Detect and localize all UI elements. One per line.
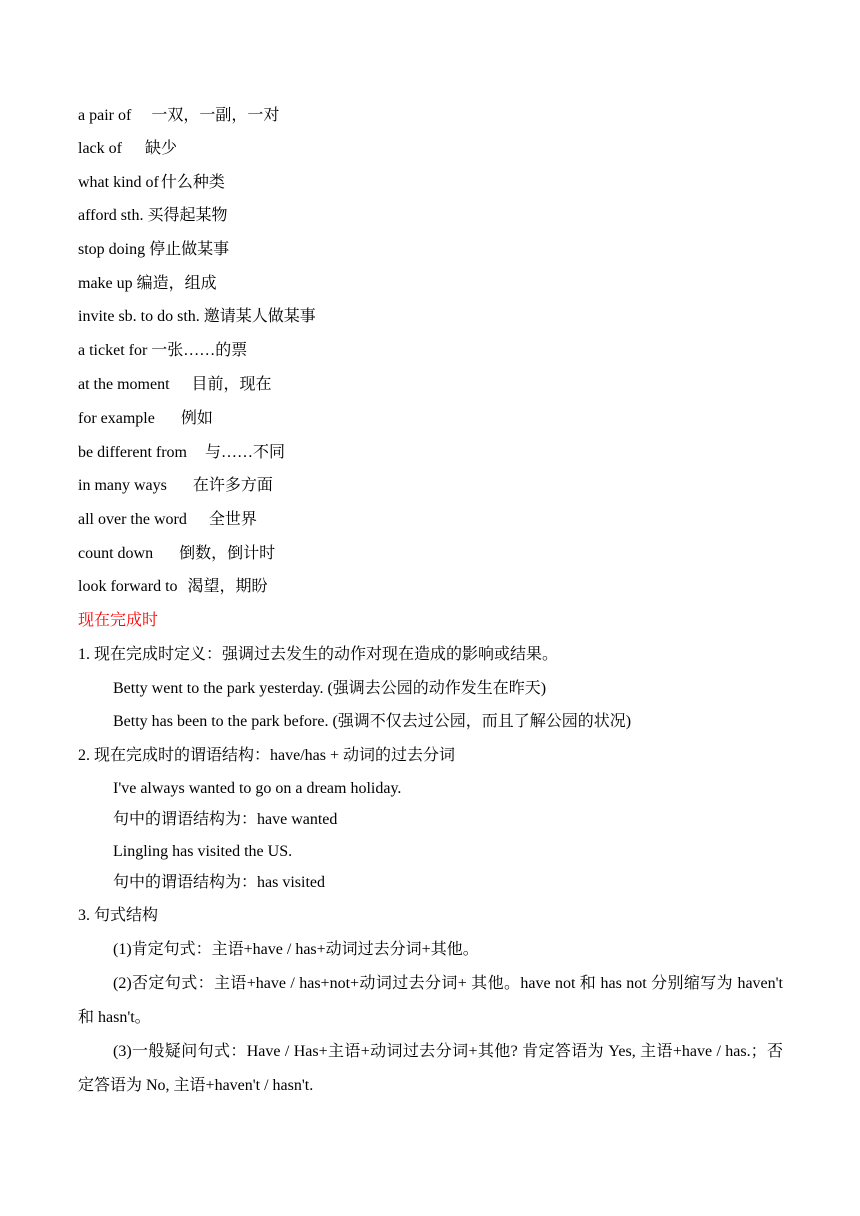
- phrase-zh: 倒数，倒计时: [179, 545, 276, 562]
- phrase-line: [78, 341, 247, 361]
- point-1-title: 1. 现在完成时定义：强调过去发生的动作对现在造成的影响或结果。: [78, 646, 559, 663]
- example-note: 句中的谓语结构为：has visited: [113, 874, 325, 891]
- phrase-zh: 邀请某人做某事: [203, 308, 316, 325]
- phrase-en: lack of: [78, 140, 122, 157]
- phrase-line: [78, 206, 227, 226]
- phrase-en: a pair of: [78, 107, 132, 124]
- phrase-zh: 与……不同: [205, 444, 286, 461]
- phrase-zh: 一双，一副，一对: [151, 107, 280, 124]
- phrase-zh: 目前，现在: [191, 376, 272, 393]
- phrase-line: [78, 106, 279, 126]
- example-note: 句中的谓语结构为：have wanted: [113, 811, 338, 828]
- phrase-en: a ticket for: [78, 342, 148, 359]
- phrase-line: [78, 173, 225, 193]
- sentence-pattern-question: (3)一般疑问句式：Have / Has+主语+动词过去分词+其他? 肯定答语为 Yes, 主语+have / has.；否定答语为 No, 主语+haven't / hasn't.: [78, 1043, 783, 1094]
- phrase-line: [78, 577, 268, 597]
- sentence-pattern-affirmative: (1)肯定句式：主语+have / has+动词过去分词+其他。: [113, 941, 479, 958]
- phrase-en: what kind of: [78, 174, 159, 191]
- phrase-zh: 例如: [180, 410, 213, 427]
- phrase-en: for example: [78, 410, 155, 427]
- phrase-en: be different from: [78, 444, 187, 461]
- phrase-en: in many ways: [78, 477, 167, 494]
- phrase-en: all over the word: [78, 511, 187, 528]
- example-sentence: I've always wanted to go on a dream holiday.: [113, 780, 402, 797]
- phrase-en: invite sb. to do sth.: [78, 308, 200, 325]
- phrase-line: [78, 375, 272, 395]
- phrase-zh: 买得起某物: [147, 207, 228, 224]
- phrase-line: [78, 240, 229, 260]
- phrase-zh: 一张……的票: [151, 342, 248, 359]
- phrase-line: [78, 274, 217, 294]
- point-2-title: 2. 现在完成时的谓语结构：have/has + 动词的过去分词: [78, 747, 456, 764]
- phrase-en: afford sth.: [78, 207, 144, 224]
- phrase-en: at the moment: [78, 376, 170, 393]
- phrase-zh: 缺少: [144, 140, 177, 157]
- section-heading: 现在完成时: [78, 612, 159, 629]
- phrase-line: [78, 307, 316, 327]
- phrase-en: stop doing: [78, 241, 146, 258]
- phrase-zh: 编造，组成: [136, 275, 217, 292]
- phrase-line: [78, 544, 275, 564]
- phrase-line: [78, 139, 177, 159]
- phrase-zh: 停止做某事: [149, 241, 230, 258]
- example-sentence: Betty went to the park yesterday. (强调去公园的动作发生在昨天): [113, 680, 547, 697]
- phrase-line: [78, 510, 257, 530]
- example-sentence: Lingling has visited the US.: [113, 843, 293, 860]
- sentence-pattern-negative: (2)否定句式：主语+have / has+not+动词过去分词+ 其他。have not 和 has not 分别缩写为 haven't 和 hasn't。: [78, 975, 783, 1026]
- phrase-en: look forward to: [78, 578, 178, 595]
- phrase-line: [78, 476, 273, 496]
- phrase-zh: 什么种类: [160, 174, 225, 191]
- example-sentence: Betty has been to the park before. (强调不仅去过公园，而且了解公园的状况): [113, 713, 632, 730]
- phrase-zh: 全世界: [208, 511, 257, 528]
- phrase-zh: 渴望，期盼: [187, 578, 268, 595]
- phrase-line: [78, 409, 213, 429]
- phrase-en: make up: [78, 275, 133, 292]
- phrase-en: count down: [78, 545, 154, 562]
- phrase-zh: 在许多方面: [192, 477, 273, 494]
- phrase-line: [78, 443, 285, 463]
- point-3-title: 3. 句式结构: [78, 907, 159, 924]
